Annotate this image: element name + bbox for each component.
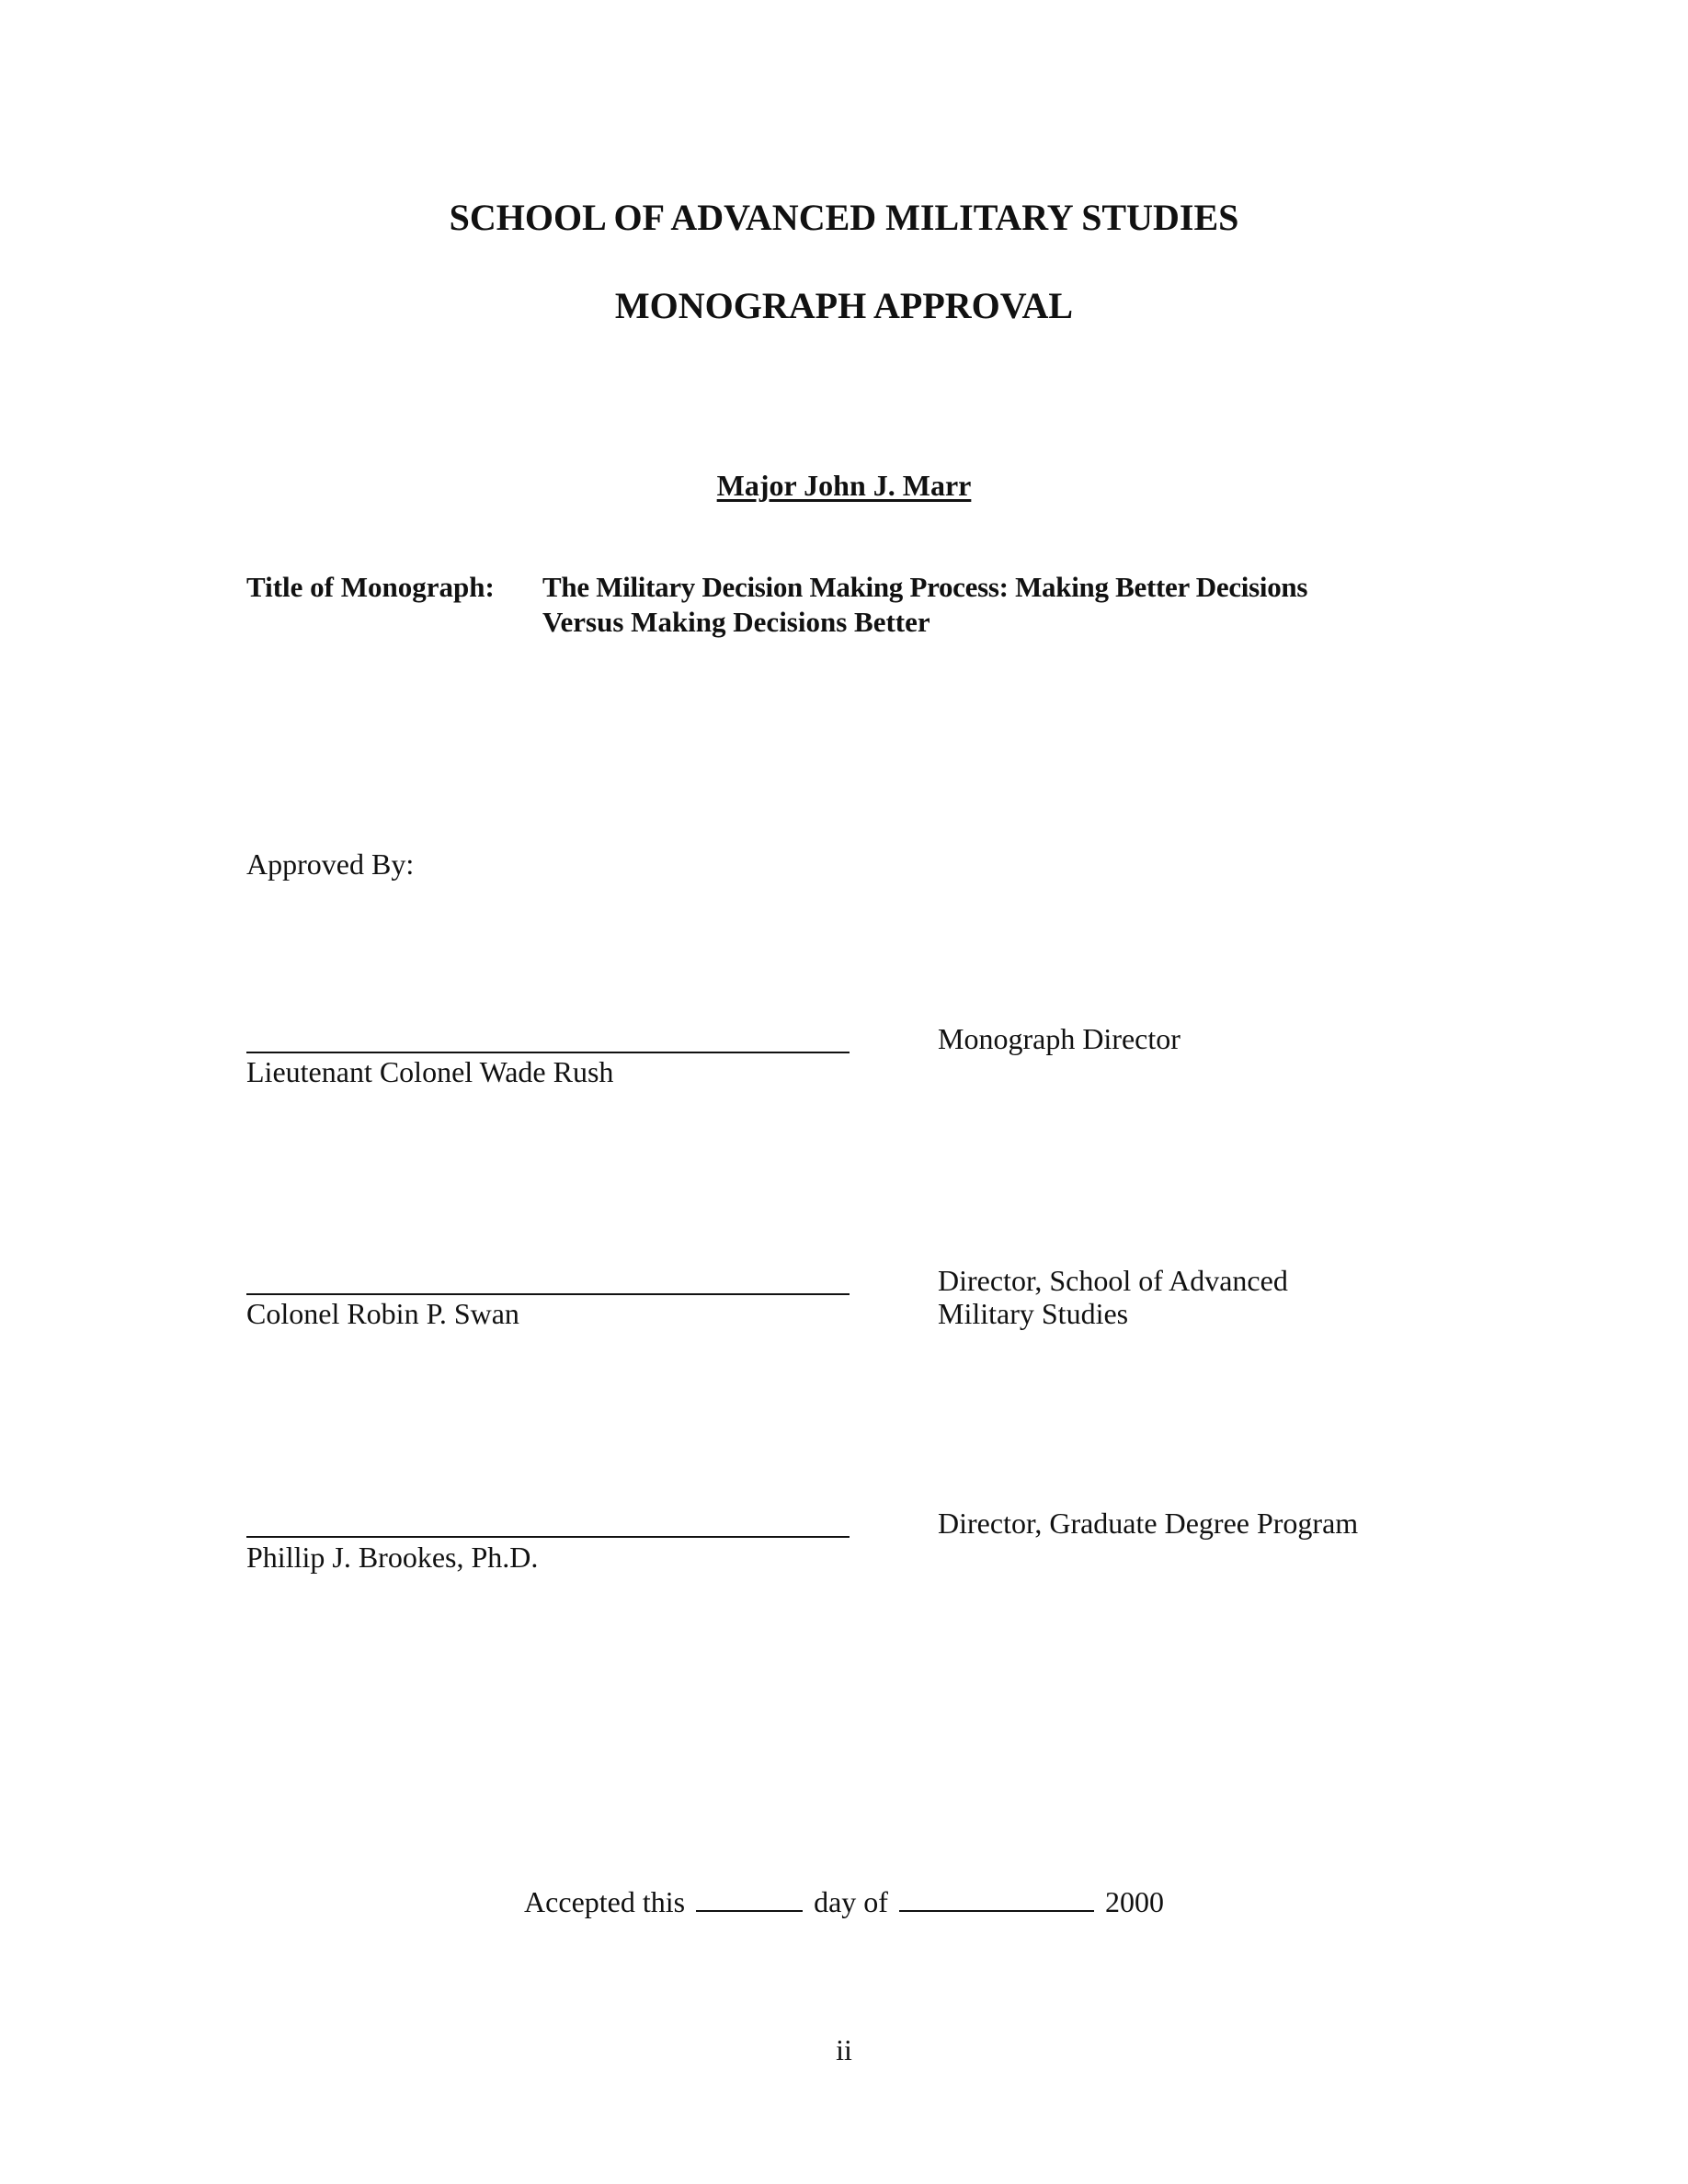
author-name: Major John J. Marr [716,469,972,502]
signatory-role: Director, Graduate Degree Program [938,1507,1359,1540]
acceptance-line [0,1885,1688,1919]
acceptance-text: day of [814,1885,888,1918]
signature-line [246,1293,850,1295]
signature-line [246,1052,850,1053]
approved-by-label: Approved By: [246,847,415,881]
monograph-title-label: Title of Monograph: [246,571,495,603]
day-blank [696,1886,803,1912]
signatory-name: Lieutenant Colonel Wade Rush [246,1055,614,1088]
signatory-role: Monograph Director [938,1022,1180,1055]
signature-line [246,1536,850,1538]
month-blank [899,1886,1094,1912]
school-heading: SCHOOL OF ADVANCED MILITARY STUDIES [449,197,1239,238]
monograph-title-line2: Versus Making Decisions Better [542,606,930,638]
signatory-name: Phillip J. Brookes, Ph.D. [246,1541,539,1574]
acceptance-text: Accepted this [524,1885,686,1918]
acceptance-year: 2000 [1104,1885,1164,1918]
author-block [0,468,1688,503]
signatory-role: Director, School of Advanced [938,1264,1288,1297]
signatory-role-continued: Military Studies [938,1297,1129,1330]
signatory-name: Colonel Robin P. Swan [246,1297,519,1330]
form-title: MONOGRAPH APPROVAL [614,285,1074,326]
monograph-title-line1: The Military Decision Making Process: Making Better Decisions [542,571,1308,603]
page-number: ii [836,2033,852,2066]
